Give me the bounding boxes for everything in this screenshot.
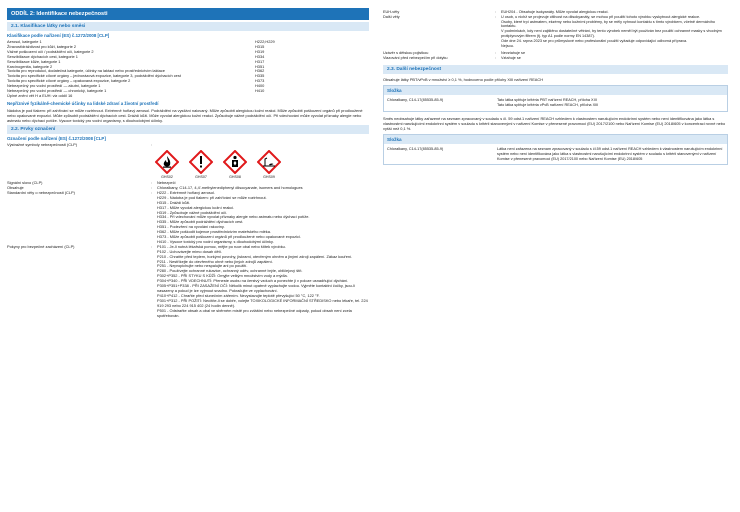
statement-line: P501 - Odstraňte obsah a obal ve sběrném místě pro zvláštní nebo nebezpečné odpady, pokud obsah není zcela spotřebován. xyxy=(157,307,352,318)
separator: : xyxy=(495,10,497,14)
separator: : xyxy=(151,184,153,190)
euh-value: EUH204 - Obsahuje isokyanáty. Může vyvolat alergickou reakci. xyxy=(501,10,609,14)
contains-label: Obsahuje xyxy=(7,184,24,190)
hazard-code: H315 xyxy=(255,43,265,49)
statement-line: V podmínkách, kdy není zajištěno dostatečné větrání, by tento výrobek neměl být používán bez použití ochranné masky s vhodným protiplynovým filtrem (tj. typ A1 podle normy EN 14387). xyxy=(501,29,722,38)
hazard-code: H222;H229 xyxy=(255,39,275,44)
contains-value: Chloralkany, C14-17, 4,4'-methylenediphenyl diisocyanate, isomers and homologues xyxy=(157,184,303,190)
separator: : xyxy=(151,243,153,249)
classification-name: Senzibilizace kůže, kategorie 1 xyxy=(7,58,61,64)
hazard-code: H410 xyxy=(255,88,265,94)
h-statements-row xyxy=(7,191,369,245)
statement-line: H335 - Může způsobit podráždění dýchacích cest. xyxy=(157,219,244,225)
classification-name: Žíravost/dráždivost pro kůži, kategorie 2 xyxy=(7,43,76,49)
classification-name: Nebezpečný pro vodní prostředí — chronický, kategorie 1 xyxy=(7,88,107,94)
left-column xyxy=(7,8,369,318)
statement-line: P102 - Uchovávejte mimo dosah dětí. xyxy=(157,248,222,254)
separator: : xyxy=(151,142,153,148)
statement-line: P304+P340 - PŘI VDECHNUTÍ: Přeneste osobu na čerstvý vzduch a ponechte ji v poloze usnadňující dýchání. xyxy=(157,278,349,284)
s23-text: Obsahuje látky PBT/vPvB v množství ≥ 0,1 %, hodnoceno podle přílohy XIII nařízení REACH xyxy=(383,76,543,82)
effects-text: Nádoba je pod tlakem: při zahřívání se může roztrhnout. Extrémně hořlavý aerosol. Podráždění na vysílání nalovaný. Může způsobit alergickou kožní reakci. Může způsobit poškození orgánů při prodloužené nebo opakované expozici. Může způsobit podráždění dýchacích cest. Dráždí kůži. Může vyvolat alergickou kožní reakci. Způsobuje vážné podráždění očí. Při vdechování může vyvolat příznaky alergie nebo astmatu nebo dýchací potíže. Vysoce toxický pro vodní organismy, s dlouhodobými účinky. xyxy=(7,107,363,124)
statement-line: H334 - Při vdechování může vyvolat příznaky alergie nebo astmatu nebo dýchací potíže. xyxy=(157,214,310,220)
health-hazard-icon xyxy=(223,150,247,174)
separator: : xyxy=(495,51,497,56)
hazard-code: H351 xyxy=(255,63,265,69)
statement-line: P211 - Nestříkejte do otevřeného ohně nebo jiných zdrojů zapálení. xyxy=(157,258,273,264)
pictogram-ghs08 xyxy=(221,150,249,179)
h-label: Standardní věty o nebezpečnosti (CLP) xyxy=(7,189,75,195)
statement-line: P410+P412 - Chraňte před slunečním zářením. Nevystavujte teplotě převyšující 50 °C, 122 °F. xyxy=(157,292,320,298)
pictograms xyxy=(153,150,369,179)
statement-line: P305+P351+P338 - PŘI ZASAŽENÍ OČÍ: Několik minut opatrně vyplachujte vodou. Vyjměte kontaktní čočky, jsou-li nasazeny a pokud je lze vyjmout snadno. Pokračujte ve vyplachování. xyxy=(157,283,355,293)
statement-line: P210 - Chraňte před teplem, horkými povrchy, jiskrami, otevřeným ohněm a jinými zdroji zapálení. Zákaz kouření. xyxy=(157,253,353,259)
statement-line: P101 - Je-li nutná lékařská pomoc, mějte po ruce obal nebo štítek výrobku. xyxy=(157,243,286,249)
classification-name: Toxicita pro specifické cílové orgány – opakovaná expozice, kategorie 2 xyxy=(7,78,131,84)
hazard-code: H317 xyxy=(255,58,265,64)
other-statements xyxy=(501,15,728,49)
effects-title: Nepříznivé fyzikálně-chemické účinky na lidské zdraví a životní prostředí xyxy=(7,100,159,106)
statement-line: H222 - Extrémně hořlavý aerosol. xyxy=(157,189,215,195)
p-label: Pokyny pro bezpečné zacházení (CLP) xyxy=(7,243,75,249)
flame-icon xyxy=(155,150,179,174)
classification-name: Aerosol, kategorie 1 xyxy=(7,39,42,44)
signal-label: Signální slovo (CLP) xyxy=(7,180,43,186)
box-row xyxy=(384,144,727,164)
separator: : xyxy=(151,180,153,186)
classification-name: Toxicita pro reprodukci, dodatečná kategorie, účinky na laktaci nebo prostřednictvím laktace xyxy=(7,68,165,74)
classification-row xyxy=(7,94,369,99)
classification-table xyxy=(7,40,369,99)
component-box-1 xyxy=(383,85,728,112)
tactile-value: Vztahuje se xyxy=(501,56,521,61)
statement-line: Ode dne 24. srpna 2023 se pro průmyslové nebo profesionální použití vyžaduje odpovídající odborná příprava. xyxy=(501,38,688,43)
component-name: Chloralkany, C14-17(85535-85-9) xyxy=(387,146,444,151)
endocrine-text: Směs neobsahuje látky zařazené na seznam zpracovaný v souladu s čl. 59 odst.1 nařízení REACH vzhledem k vlastnostem narušujícím endokrinní systém nebo není identifikována jako látka s vlastnostmi narušujícími endokrinní systém v souladu s kritérii stanovenými v nařízení Komise v přenesené pravomoci (EU) 2017/2100 nebo Nařízení Komise (EU) 2018/605 v koncentraci rovné nebo vyšší než 0,1 %. xyxy=(383,115,726,131)
statement-line: H319 - Způsobuje vážné podráždění očí. xyxy=(157,209,228,215)
separator: : xyxy=(495,14,497,19)
separator: : xyxy=(495,56,497,61)
statement-line: H410 - Vysoce toxický pro vodní organismy, s dlouhodobými účinky. xyxy=(157,238,274,244)
hazard-code: H362 xyxy=(255,68,265,74)
exclamation-icon xyxy=(189,150,213,174)
environment-icon xyxy=(257,150,281,174)
hazard-code: H335 xyxy=(255,73,265,79)
pictogram-row xyxy=(7,143,369,148)
statement-line: Nejsou. xyxy=(501,43,514,48)
statement-line: H315 - Dráždí kůži. xyxy=(157,199,191,205)
statement-line: P251 - Nepropichujte nebo nespalujte ani po použití. xyxy=(157,263,248,269)
s23-title: 2.3. Další nebezpečnost xyxy=(383,65,728,74)
classification-name: Karcinogenita, kategorie 2 xyxy=(7,63,53,69)
hazard-code: H319 xyxy=(255,48,265,54)
pictogram-ghs07 xyxy=(187,150,215,179)
statement-line: U osob, u nichž se projevuje citlivost na diisokyanáty, se mohou při použití tohoto výrobku vyskytnout alergické reakce. xyxy=(501,14,701,19)
other-label: Další věty xyxy=(383,14,400,19)
statement-line: H351 - Podezření na vyvolání rakoviny. xyxy=(157,224,225,230)
component-text: Tato látka splňuje kritéria PBT nařízení REACH, příloha XIII Tato látka splňuje kritéria vPvB nařízení REACH, příloha XIII xyxy=(497,98,599,107)
s22-subheading: Označení podle nařízení (ES) č.1272/2008 [CLP] xyxy=(7,136,106,142)
other-row xyxy=(383,15,728,49)
s21-subheading: Klasifikace podle nařízení (ES) č.1272/2008 [CLP] xyxy=(7,33,110,38)
classification-name: Úplné znění vět H a EUH: viz oddíl 16 xyxy=(7,92,73,98)
statement-line: P280 - Používejte ochranné rukavice, ochranný oděv, ochranné brýle, obličejový štít. xyxy=(157,268,303,274)
statement-line: H373 - Může způsobit poškození orgánů při prodloužené nebo opakované expozici. xyxy=(157,234,301,240)
s22-title: 2.2. Prvky označení xyxy=(7,125,369,134)
hazard-code xyxy=(255,94,369,99)
classification-name: Vážné poškození očí / podráždění očí, kategorie 2 xyxy=(7,48,94,54)
child-value: Nevztahuje se xyxy=(501,51,526,56)
statement-line: Osoby, které trpí astmatem, ekzémy nebo kožními problémy, by se měly vyhnout kontaktu s tímto výrobkem, včetně dermálního kontaktu. xyxy=(501,19,716,29)
right-column xyxy=(383,10,728,165)
pictogram-label: Výstražné symboly nebezpečnosti (CLP) xyxy=(7,142,78,148)
section-title: ODDÍL 2: Identifikace nebezpečnosti xyxy=(7,8,369,20)
pictogram-ghs09 xyxy=(255,150,283,179)
hazard-code: H334 xyxy=(255,53,265,59)
pictogram-code: GHS02 xyxy=(161,175,173,180)
hazard-code: H400 xyxy=(255,83,265,89)
h-statements xyxy=(157,191,369,245)
pictogram-code: GHS08 xyxy=(229,175,241,180)
child-label: Uzávěr s dětskou pojistkou xyxy=(383,51,429,56)
statement-line: H229 - Nádoba je pod tlakem: při zahřívání se může roztrhnout. xyxy=(157,194,267,200)
component-box-2 xyxy=(383,134,728,165)
tactile-row xyxy=(383,56,728,61)
p-statements-row xyxy=(7,245,369,319)
s21-title: 2.1. Klasifikace látky nebo směsi xyxy=(7,22,369,31)
hazard-code: H373 xyxy=(255,78,265,84)
pictogram-ghs02 xyxy=(153,150,181,179)
pictogram-code: GHS07 xyxy=(195,175,207,180)
box-header: Složka xyxy=(384,86,727,95)
p-statements xyxy=(157,245,369,319)
classification-name: Toxicita pro specifické cílové orgány – jednorázová expozice, kategorie 3, podráždění dýchacích cest xyxy=(7,73,181,79)
signal-word: Nebezpečí xyxy=(157,180,176,186)
classification-name: Nebezpečný pro vodní prostředí — akutní, kategorie 1 xyxy=(7,83,101,89)
component-name: Chloralkany, C14-17(85535-85-9) xyxy=(387,98,444,103)
component-text: Látka není zařazena na seznam zpracovaný v souladu s čl.59 odst.1 nařízení REACH vzhledem k vlastnostem narušujícím endokrinní systém nebo není identifikována jako látka s vlastnostmi narušujícími endokrinní systém v souladu s kritérii stanovenými v nařízení Komise v přenesené pravomoci (EU) 2017/2100 nebo Nařízení Komise (EU) 2018/605 xyxy=(497,146,723,161)
statement-line: P301+P312 - PŘI POŽITÍ: Necítíte-li se dobře, volejte TOXIKOLOGICKÉ INFORMAČNÍ STŘEDISKO nebo lékaře, tel. 224 919 293 nebo 224 915 402 (24 hodin denně). xyxy=(157,297,368,308)
classification-name: Senzibilizace dýchacích cest, kategorie 1 xyxy=(7,53,78,59)
euh-label: EUH-věty xyxy=(383,10,400,14)
box-header: Složka xyxy=(384,135,727,144)
statement-line: H362 - Může poškodit kojence prostřednictvím mateřského mléka. xyxy=(157,229,271,235)
pictogram-code: GHS09 xyxy=(263,175,275,180)
statement-line: P302+P352 - PŘI STYKU S KŮŽÍ: Omyjte velkým množstvím vody a mýdla. xyxy=(157,273,288,279)
box-row xyxy=(384,95,727,111)
tactile-label: Viazování před nebezpečím při dotyku xyxy=(383,56,448,61)
statement-line: H317 - Může vyvolat alergickou kožní reakci. xyxy=(157,204,235,210)
separator: : xyxy=(151,189,153,195)
